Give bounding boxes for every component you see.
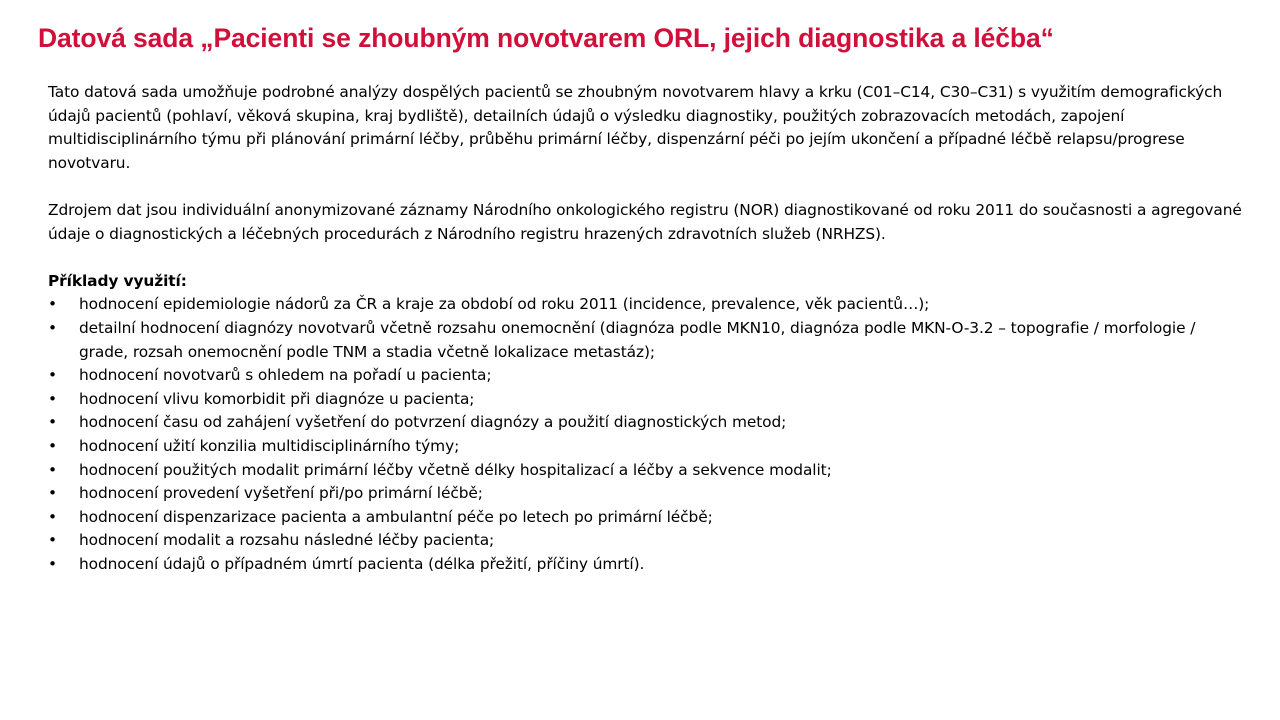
list-item (48, 364, 1248, 388)
slide-title: Datová sada „Pacienti se zhoubným novotvarem ORL, jejich diagnostika a léčba“ (38, 23, 1054, 53)
list-item (48, 553, 1248, 577)
bullet-icon: • (48, 460, 57, 479)
list-item (48, 506, 1248, 530)
list-item (48, 435, 1248, 459)
bullet-icon: • (48, 366, 57, 385)
bullet-icon: • (48, 413, 57, 432)
list-item (48, 317, 1248, 364)
list-item-text: hodnocení údajů o případném úmrtí pacienta (délka přežití, příčiny úmrtí). (79, 554, 645, 573)
bullet-icon: • (48, 318, 57, 337)
paragraph-spacer (48, 246, 1243, 270)
bullet-icon: • (48, 484, 57, 503)
list-item (48, 293, 1248, 317)
bullet-icon: • (48, 436, 57, 455)
list-item-text: hodnocení užití konzilia multidisciplinárního týmy; (79, 436, 460, 455)
list-item-text: hodnocení provedení vyšetření při/po primární léčbě; (79, 484, 483, 503)
list-item-text: detailní hodnocení diagnózy novotvarů včetně rozsahu onemocnění (diagnóza podle MKN10, diagnóza podle MKN-O-3.2 – topografie / morfologie / grade, rozsah onemocnění podle TNM a stadia včetně lokalizace metastáz); (79, 318, 1196, 361)
slide-body (48, 81, 1243, 576)
list-item (48, 411, 1248, 435)
intro-paragraph: Tato datová sada umožňuje podrobné analýzy dospělých pacientů se zhoubným novotvarem hlavy a krku (C01–C14, C30–C31) s využitím demografických údajů pacientů (pohlaví, věková skupina, kraj bydliště), detailních údajů o výsledku diagnostiky, použitých zobrazovacích metodách, zapojení multidisciplinárního týmu při plánování primární léčby, průběhu primární léčby, dispenzární péči po jejím ukončení a případné léčbě relapsu/progrese novotvaru. (48, 83, 1223, 172)
bullet-icon: • (48, 507, 57, 526)
list-item (48, 459, 1248, 483)
paragraph-spacer (48, 175, 1243, 199)
list-item-text: hodnocení modalit a rozsahu následné léčby pacienta; (79, 531, 495, 550)
bullet-icon: • (48, 531, 57, 550)
list-item (48, 529, 1248, 553)
list-item-text: hodnocení dispenzarizace pacienta a ambulantní péče po letech po primární léčbě; (79, 507, 713, 526)
list-item-text: hodnocení použitých modalit primární léčby včetně délky hospitalizací a léčby a sekvence modalit; (79, 460, 832, 479)
bullet-icon: • (48, 295, 57, 314)
list-item (48, 482, 1248, 506)
source-paragraph: Zdrojem dat jsou individuální anonymizované záznamy Národního onkologického registru (NOR) diagnostikované od roku 2011 do současnosti a agregované údaje o diagnostických a léčebných procedurách z Národního registru hrazených zdravotních služeb (NRHZS). (48, 200, 1242, 243)
list-item-text: hodnocení novotvarů s ohledem na pořadí u pacienta; (79, 366, 492, 385)
list-item-text: hodnocení času od zahájení vyšetření do potvrzení diagnózy a použití diagnostických metod; (79, 413, 787, 432)
list-item (48, 388, 1248, 412)
bullet-icon: • (48, 554, 57, 573)
list-item-text: hodnocení vlivu komorbidit při diagnóze u pacienta; (79, 389, 475, 408)
bullet-icon: • (48, 389, 57, 408)
examples-heading: Příklady využití: (48, 271, 187, 290)
list-item-text: hodnocení epidemiologie nádorů za ČR a kraje za období od roku 2011 (incidence, prevalence, věk pacientů…); (79, 295, 930, 314)
examples-list (48, 293, 1248, 576)
